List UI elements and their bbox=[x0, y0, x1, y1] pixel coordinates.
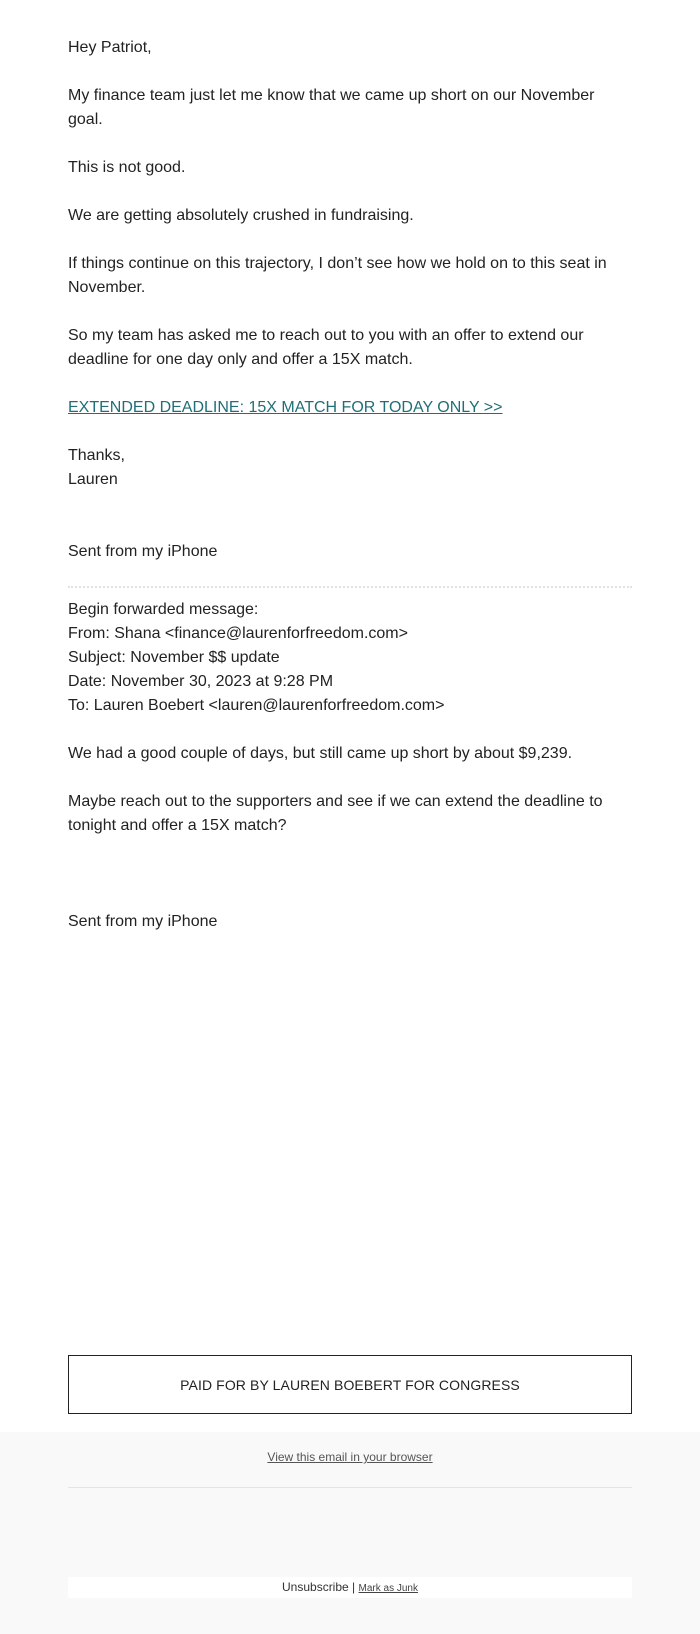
forwarded-date: Date: November 30, 2023 at 9:28 PM bbox=[68, 673, 334, 690]
extended-deadline-link[interactable]: EXTENDED DEADLINE: 15X MATCH FOR TODAY ONLY >> bbox=[68, 399, 503, 416]
email-body bbox=[68, 36, 632, 958]
forwarded-paragraph-2: Maybe reach out to the supporters and see if we can extend the deadline to tonight and offer a 15X match? bbox=[68, 793, 603, 834]
footer-divider bbox=[68, 1487, 632, 1488]
body-paragraph-1: My finance team just let me know that we came up short on our November goal. bbox=[68, 87, 595, 128]
forward-divider bbox=[68, 586, 632, 588]
body-paragraph-2: This is not good. bbox=[68, 159, 186, 176]
greeting: Hey Patriot, bbox=[68, 39, 152, 56]
view-in-browser-link[interactable]: View this email in your browser bbox=[267, 1450, 433, 1464]
sent-from-iphone: Sent from my iPhone bbox=[68, 543, 218, 560]
footer-separator: | bbox=[352, 1580, 356, 1594]
spacer bbox=[68, 862, 632, 910]
forwarded-intro: Begin forwarded message: bbox=[68, 601, 259, 618]
body-paragraph-4: If things continue on this trajectory, I don’t see how we hold on to this seat in November. bbox=[68, 255, 607, 296]
signature-block bbox=[68, 444, 632, 492]
forwarded-subject: Subject: November $$ update bbox=[68, 649, 280, 666]
signature-name: Lauren bbox=[68, 471, 118, 488]
body-paragraph-5: So my team has asked me to reach out to you with an offer to extend our deadline for one day only and offer a 15X match. bbox=[68, 327, 584, 368]
email-footer bbox=[0, 1432, 700, 1634]
signoff: Thanks, bbox=[68, 447, 125, 464]
mark-as-junk-link[interactable]: Mark as Junk bbox=[358, 1583, 418, 1594]
forwarded-paragraph-1: We had a good couple of days, but still came up short by about $9,239. bbox=[68, 745, 573, 762]
forwarded-sent-from-iphone: Sent from my iPhone bbox=[68, 913, 218, 930]
paid-for-disclaimer: PAID FOR BY LAUREN BOEBERT FOR CONGRESS bbox=[68, 1355, 632, 1414]
unsubscribe-link[interactable]: Unsubscribe bbox=[282, 1580, 349, 1594]
forwarded-from: From: Shana <finance@laurenforfreedom.com> bbox=[68, 625, 408, 642]
forwarded-headers bbox=[68, 598, 632, 718]
forwarded-to: To: Lauren Boebert <lauren@laurenforfreedom.com> bbox=[68, 697, 445, 714]
unsubscribe-bar bbox=[68, 1577, 632, 1598]
cta-paragraph bbox=[68, 396, 632, 420]
body-paragraph-3: We are getting absolutely crushed in fundraising. bbox=[68, 207, 414, 224]
